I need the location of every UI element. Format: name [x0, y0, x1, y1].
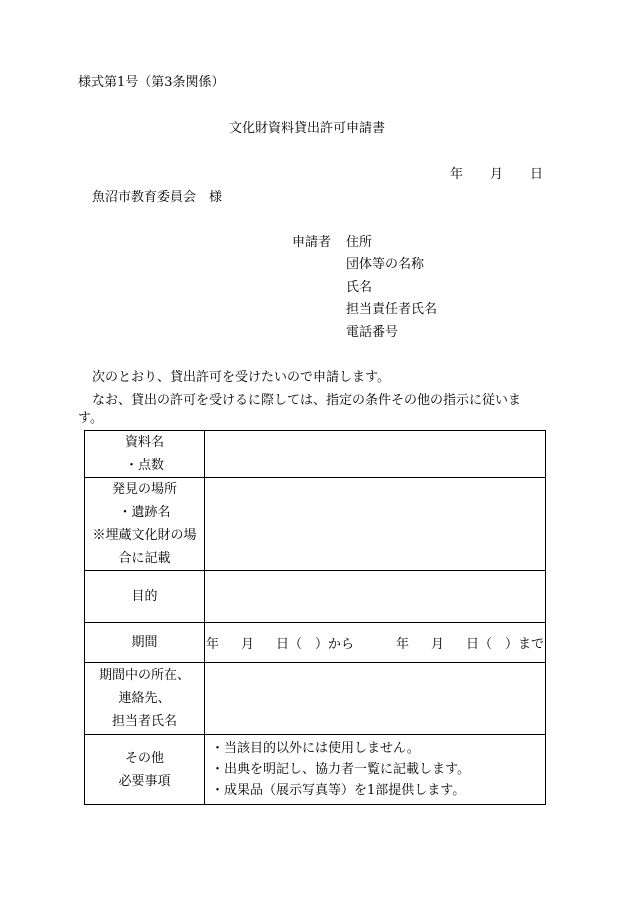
contact-label-cell: [85, 663, 205, 735]
note-item: ・当該目的以外には使用しません。: [211, 741, 420, 756]
buried-property-note-cont: 合に記載: [118, 551, 171, 566]
other-label-cell: [85, 735, 205, 805]
site-name-label: ・遺跡名: [118, 505, 171, 520]
addressee: 魚沼市教育委員会 様: [92, 190, 223, 205]
period-end-month: 月: [431, 637, 445, 652]
notes-cell: [205, 735, 546, 805]
document-title: 文化財資料貸出許可申請書: [229, 121, 386, 136]
table-row: [85, 571, 546, 623]
count-label: ・点数: [124, 458, 164, 473]
applicant-manager-field: 担当責任者氏名: [346, 302, 438, 317]
buried-property-note: ※埋蔵文化財の場: [92, 528, 197, 543]
form-number: 様式第1号（第3条関係）: [78, 75, 225, 90]
contact-label: 連絡先、: [118, 691, 171, 706]
body-line-1: 次のとおり、貸出許可を受けたいので申請します。: [92, 370, 390, 385]
purpose-label: 目的: [131, 589, 158, 604]
period-start-day: 日（ ）から: [275, 637, 354, 652]
period-start-year: 年: [205, 637, 219, 652]
location-label-cell: [85, 478, 205, 571]
location-value-cell[interactable]: [205, 478, 546, 571]
applicant-phone-field: 電話番号: [346, 325, 399, 340]
period-end-year: 年: [396, 637, 410, 652]
application-table: [84, 430, 546, 805]
materials-label: 資料名: [124, 435, 164, 450]
date-day-label: 日: [530, 167, 544, 182]
table-row: [85, 735, 546, 805]
table-row: [85, 663, 546, 735]
applicant-address-field: 住所: [346, 235, 373, 250]
table-row: [85, 431, 546, 478]
materials-label-cell: [85, 431, 205, 478]
whereabouts-label: 期間中の所在、: [98, 668, 190, 683]
date-month-label: 月: [490, 167, 504, 182]
applicant-organization-field: 団体等の名称: [346, 257, 425, 272]
applicant-label: 申請者: [292, 235, 332, 250]
period-end-day: 日（ ）まで: [466, 637, 545, 652]
period-label-cell: [85, 623, 205, 663]
table-row: [85, 623, 546, 663]
period-line: [205, 633, 545, 652]
body-line-2-cont: す。: [78, 411, 103, 426]
location-label: 発見の場所: [111, 482, 177, 497]
person-in-charge-label: 担当者氏名: [111, 714, 177, 729]
notes-list: [205, 738, 545, 801]
note-item: ・出典を明記し、協力者一覧に記載します。: [211, 762, 470, 777]
period-label: 期間: [131, 635, 158, 650]
body-line-2: なお、貸出の許可を受けるに際しては、指定の条件その他の指示に従いま: [92, 393, 522, 408]
table-row: [85, 478, 546, 571]
required-items-label: 必要事項: [118, 773, 171, 789]
materials-value-cell[interactable]: [205, 431, 546, 478]
contact-value-cell[interactable]: [205, 663, 546, 735]
period-value-cell[interactable]: [205, 623, 546, 663]
note-item: ・成果品（展示写真等）を1部提供します。: [211, 783, 466, 798]
date-year-label: 年: [450, 167, 464, 182]
purpose-label-cell: [85, 571, 205, 623]
other-label: その他: [124, 750, 164, 766]
applicant-name-field: 氏名: [346, 280, 373, 295]
period-start-month: 月: [240, 637, 254, 652]
purpose-value-cell[interactable]: [205, 571, 546, 623]
